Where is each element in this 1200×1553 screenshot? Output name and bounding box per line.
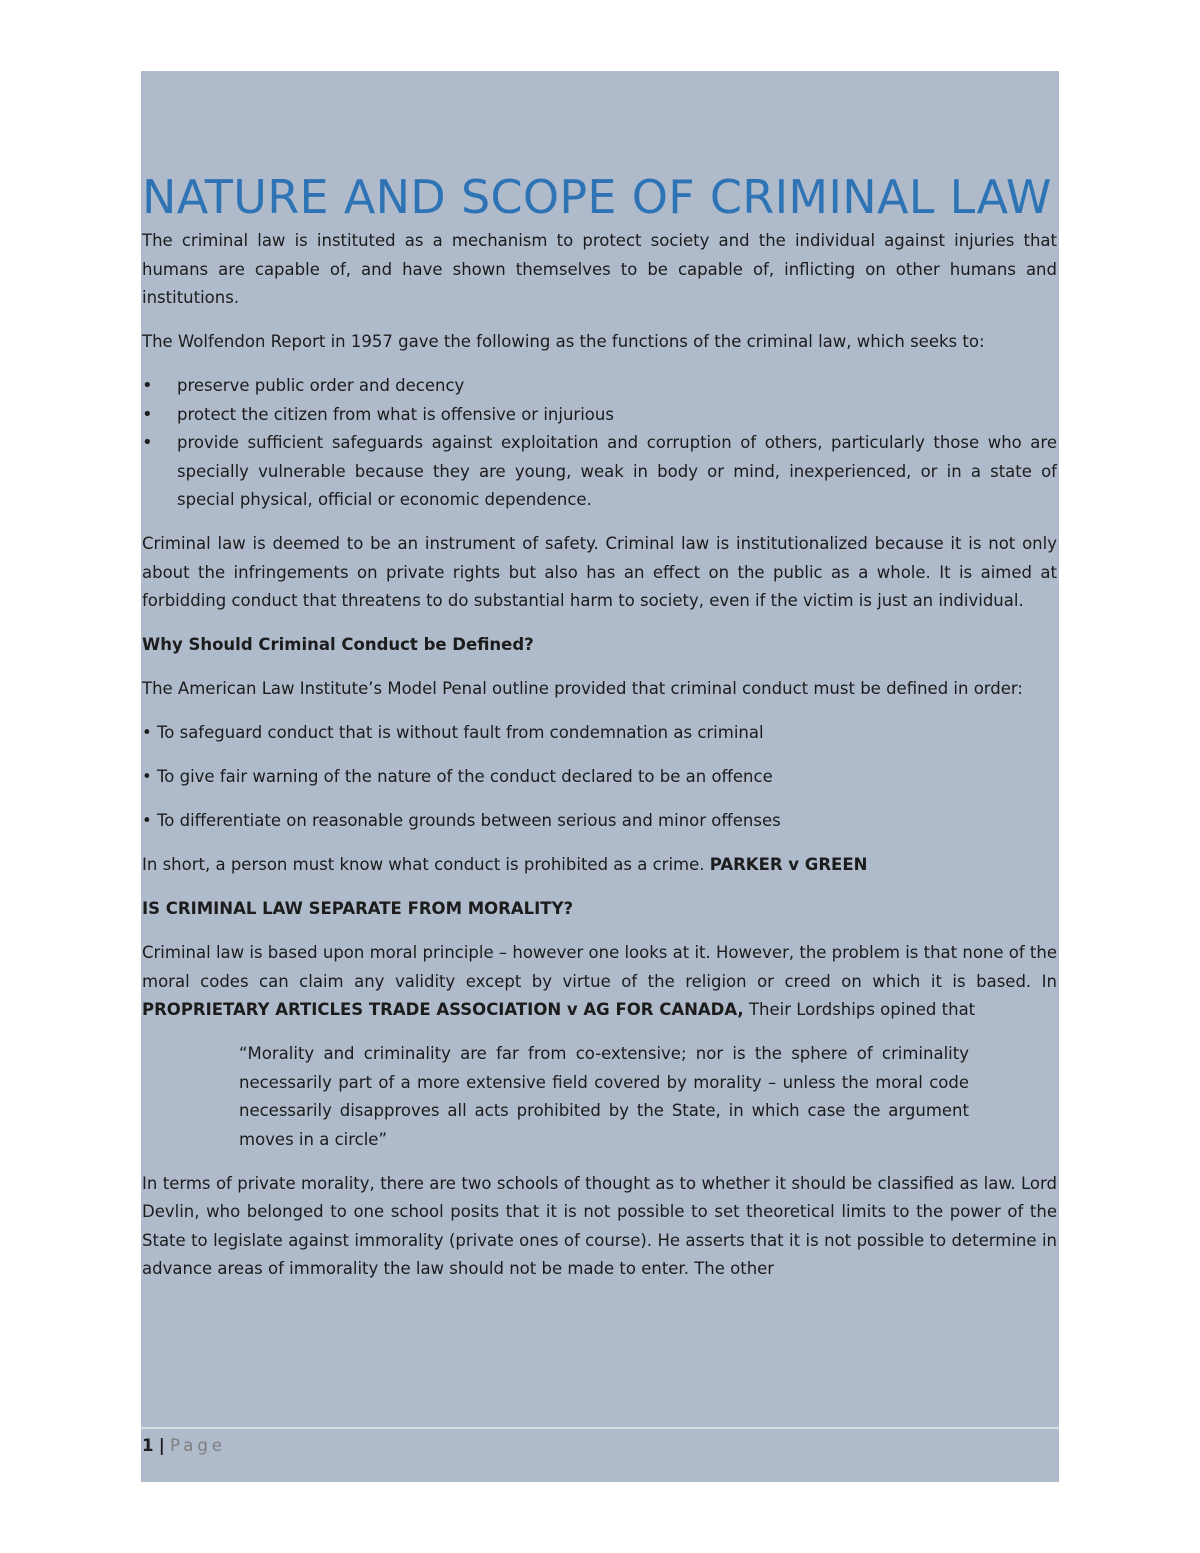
document-title: NATURE AND SCOPE OF CRIMINAL LAW	[142, 170, 1052, 224]
wolfenden-intro-paragraph: The Wolfendon Report in 1957 gave the following as the functions of the criminal law, which seeks to:	[142, 332, 985, 351]
list-item: • protect the citizen from what is offensive or injurious	[142, 401, 1057, 430]
list-item: • provide sufficient safeguards against exploitation and corruption of others, particularly those who are specially vulnerable because they are young, weak in body or mind, inexperienced, or in a state of special physical, official or economic dependence.	[142, 429, 1057, 515]
morality-tail: Their Lordships opined that	[743, 1000, 976, 1019]
short-text: In short, a person must know what conduct is prohibited as a crime.	[142, 855, 710, 874]
case-citation: PARKER v GREEN	[709, 855, 868, 874]
reason-item: • To differentiate on reasonable grounds between serious and minor offenses	[142, 807, 1057, 836]
lordships-quote: “Morality and criminality are far from co-extensive; nor is the sphere of criminality necessarily part of a more extensive field covered by morality – unless the moral code necessarily disapproves all acts prohibited by the State, in which case the argument moves in a circle”	[239, 1044, 969, 1149]
ali-intro-paragraph: The American Law Institute’s Model Penal outline provided that criminal conduct must be defined in order:	[142, 679, 1023, 698]
page-label: Page	[170, 1436, 226, 1455]
why-heading: Why Should Criminal Conduct be Defined?	[142, 635, 534, 654]
functions-list	[142, 372, 1057, 515]
page-number: 1	[142, 1436, 154, 1455]
reason-item: • To safeguard conduct that is without fault from condemnation as criminal	[142, 719, 1057, 748]
case-citation: PROPRIETARY ARTICLES TRADE ASSOCIATION v AG FOR CANADA,	[142, 1000, 744, 1019]
safety-paragraph: Criminal law is deemed to be an instrument of safety. Criminal law is institutionalized because it is not only about the infringements on private rights but also has an effect on the public as a whole. It is aimed at forbidding conduct that threatens to do substantial harm to society, even if the victim is just an individual.	[142, 534, 1057, 610]
private-morality-paragraph: In terms of private morality, there are two schools of thought as to whether it should be classified as law. Lord Devlin, who belonged to one school posits that it is not possible to set theoretical limits to the power of the State to legislate against immorality (private ones of course). He asserts that it is not possible to determine in advance areas of immorality the law should not be made to enter. The other	[142, 1173, 1057, 1278]
morality-heading: IS CRIMINAL LAW SEPARATE FROM MORALITY?	[142, 899, 574, 918]
short-paragraph	[142, 851, 1057, 880]
reason-item: • To give fair warning of the nature of the conduct declared to be an offence	[142, 763, 1057, 792]
document-body	[142, 166, 1057, 1299]
page-footer	[142, 1433, 226, 1459]
morality-text: Criminal law is based upon moral principle – however one looks at it. However, the problem is that none of the moral codes can claim any validity except by virtue of the religion or creed on which it is based. In	[142, 943, 1058, 991]
morality-paragraph	[142, 939, 1057, 1025]
footer-divider	[141, 1427, 1059, 1429]
footer-separator: |	[158, 1436, 165, 1455]
list-item: • preserve public order and decency	[142, 372, 1057, 401]
intro-paragraph: The criminal law is instituted as a mechanism to protect society and the individual against injuries that humans are capable of, and have shown themselves to be capable of, inflicting on other humans and institutions.	[142, 231, 1057, 307]
